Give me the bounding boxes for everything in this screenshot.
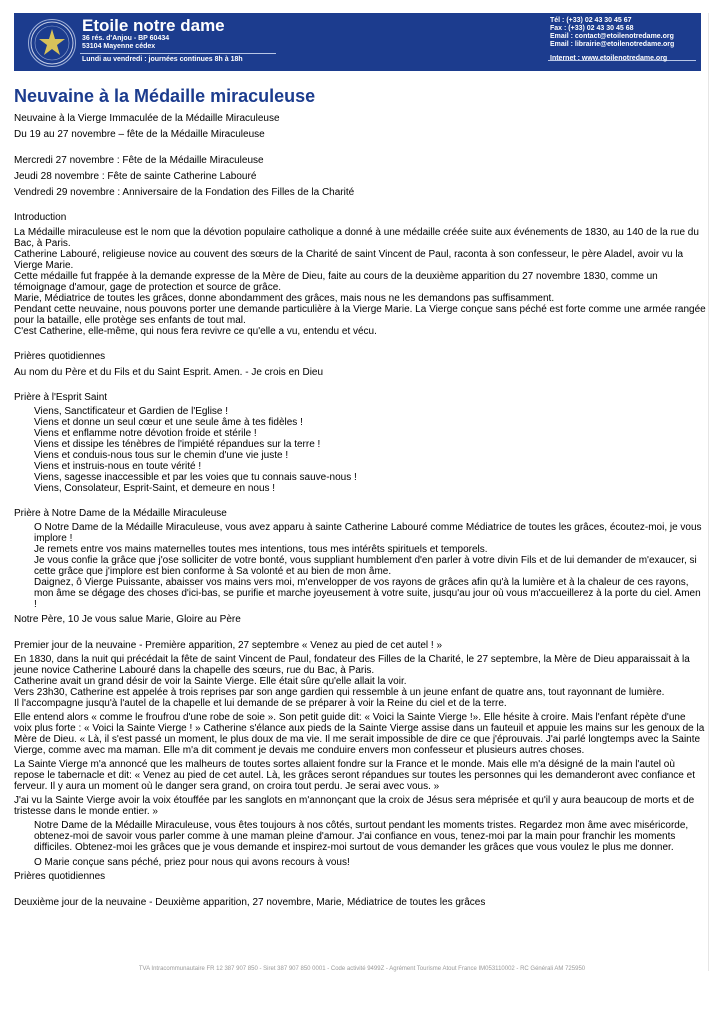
section-heading: Prière à l'Esprit Saint: [14, 392, 108, 403]
logo: [28, 19, 76, 67]
paragraph: Elle entend alors « comme le froufrou d'une robe de soie ». Son petit guide dit: « Voici la Sainte Vierge !». Elle hésite à croire. Mais l'enfant répète d'une voix plus forte : « Voici la Sainte Vierge ! » Catherine s'élance aux pieds de la Sainte Vierge assise dans un fauteuil et appuie les mains sur les genoux de la Mère de Dieu. « Là, il s'est passé un moment, le plus doux de ma vie. Il me serait impossible de dire ce que j'éprouvais. J'ai parlé longtemps avec la Sainte Vierge, comme avec ma maman. Elle m'a dit comment je devais me conduire envers mon confesseur et plusieurs autres choses.: [14, 712, 705, 756]
day1-section: [14, 654, 706, 709]
section-heading: Premier jour de la neuvaine - Première apparition, 27 septembre « Venez au pied de cet autel ! »: [14, 640, 443, 651]
section-heading: Prières quotidiennes: [14, 871, 106, 882]
prayer-line: Viens et dissipe les ténèbres de l'impiété répandues sur la terre !: [34, 439, 321, 450]
date-line: Jeudi 28 novembre : Fête de sainte Catherine Labouré: [14, 171, 257, 182]
document-body: [14, 84, 706, 908]
section-heading: Deuxième jour de la neuvaine - Deuxième apparition, 27 novembre, Marie, Médiatrice de toutes les grâces: [14, 897, 486, 908]
paragraph: J'ai vu la Sainte Vierge avoir la voix étouffée par les sanglots en m'annonçant que la croix de Jésus sera méprisée et qu'il y aura beaucoup de morts et de tristesse dans le monde entier. »: [14, 795, 695, 817]
paragraph: Je vous confie la grâce que j'ose solliciter de votre bonté, vous suppliant humblement d'en parler à votre divin Fils et de lui demander de m'exaucer, si cette grâce que j'implore est bien conforme à Sa volonté et au bien de mon âme.: [34, 555, 697, 577]
paragraph: Il l'accompagne jusqu'à l'autel de la chapelle et lui demande de se préparer à voir la Reine du ciel et de la terre.: [14, 698, 507, 709]
notre-dame-prayer: [14, 522, 706, 610]
legal-footer: TVA Intracommunautaire FR 12 387 907 850 - Siret 387 907 850 0001 - Code activité 9499Z - Agrément Tourisme Atout France IM053110002 - RC Générali AM 725950: [138, 966, 586, 972]
paragraph: C'est Catherine, elle-même, qui nous fera revivre ce qu'elle a vu, entendu et vécu.: [14, 326, 377, 337]
paragraph: Cette médaille fut frappée à la demande expresse de la Mère de Dieu, faite au cours de la deuxième apparition du 27 novembre 1830, comme un témoignage d'amour, gage de protection et source de grâce.: [14, 271, 658, 293]
letterhead-banner: [14, 13, 701, 71]
star-logo-icon: [29, 20, 75, 66]
divider: [80, 53, 276, 54]
section-heading: Introduction: [14, 212, 67, 223]
paragraph: La Sainte Vierge m'a annoncé que les malheurs de toutes sortes allaient fondre sur la France et le monde. Mais elle m'a désigné de la main l'autel où repose le tabernacle et dit: « Venez au pied de cet autel. Là, les grâces seront répandues sur toutes les personnes qui les demanderont avec confiance et ferveur. Il y aura un moment où le danger sera grand, on croira tout perdu. Je serai avec vous. »: [14, 759, 695, 792]
feast-dates: [14, 155, 706, 198]
opening-hours: Lundi au vendredi : journées continues 8h à 18h: [82, 56, 243, 63]
paragraph: Catherine Labouré, religieuse novice au couvent des sœurs de la Charité de saint Vincent de Paul, raconta à son confesseur, le père Aladel, avoir vu la Vierge Marie.: [14, 249, 684, 271]
section-heading: Prières quotidiennes: [14, 351, 106, 362]
prayer-line: Viens, Consolateur, Esprit-Saint, et demeure en nous !: [34, 483, 276, 494]
paragraph: O Marie conçue sans péché, priez pour nous qui avons recours à vous!: [34, 857, 350, 868]
org-name: Etoile notre dame: [82, 16, 225, 35]
day1-prayer: [14, 820, 706, 868]
page-edge: [708, 13, 709, 971]
prayer-line: Viens et enflamme notre dévotion froide et stérile !: [34, 428, 257, 439]
prayer-line: Viens, Sanctificateur et Gardien de l'Eglise !: [34, 406, 229, 417]
date-line: Vendredi 29 novembre : Anniversaire de la Fondation des Filles de la Charité: [14, 187, 355, 198]
document-title: Neuvaine à la Médaille miraculeuse: [14, 86, 316, 106]
paragraph: Notre Dame de la Médaille Miraculeuse, vous êtes toujours à nos côtés, surtout pendant les moments tristes. Regardez mon âme avec miséricorde, obtenez-moi de savoir vous parler comme à une maman pleine d'amour. J'ai confiance en vous, tenez-moi par la main pour franchir les moments difficiles. Obtenez-moi les grâces que je vous demande et inspirez-moi surtout de vous demander les grâces que vous voulez le plus me donner.: [34, 820, 689, 853]
paragraph: Vers 23h30, Catherine est appelée à trois reprises par son ange gardien qui ressemble à un jeune enfant de quatre ans, tout rayonnant de lumière.: [14, 687, 665, 698]
section-heading: Prière à Notre Dame de la Médaille Miraculeuse: [14, 508, 227, 519]
paragraph: En 1830, dans la nuit qui précédait la fête de saint Vincent de Paul, fondateur des Filles de la Charité, le 27 septembre, la Mère de Dieu apparaissait à la jeune novice Catherine Labouré dans la chapelle des sœurs, rue du Bac, à Paris.: [14, 654, 690, 676]
email-librairie[interactable]: Email : librairie@etoilenotredame.org: [550, 41, 675, 48]
website-link[interactable]: Internet : www.etoilenotredame.org: [550, 55, 668, 62]
paragraph: O Notre Dame de la Médaille Miraculeuse, vous avez apparu à sainte Catherine Labouré comme Médiatrice de toutes les grâces, écoutez-moi, je vous implore !: [34, 522, 702, 544]
subtitle: Du 19 au 27 novembre – fête de la Médaille Miraculeuse: [14, 129, 265, 140]
paragraph: Notre Père, 10 Je vous salue Marie, Gloire au Père: [14, 614, 241, 625]
paragraph: La Médaille miraculeuse est le nom que la dévotion populaire catholique a donné à une médaille créée suite aux événements de 1830, au 140 de la rue du Bac, à Paris.: [14, 227, 699, 249]
prayer-line: Viens et instruis-nous en toute vérité !: [34, 461, 202, 472]
date-line: Mercredi 27 novembre : Fête de la Médaille Miraculeuse: [14, 155, 264, 166]
paragraph: Marie, Médiatrice de toutes les grâces, donne abondamment des grâces, mais nous ne les demandons pas suffisamment.: [14, 293, 555, 304]
address-line-1: 36 rés. d'Anjou - BP 60434: [82, 35, 170, 42]
subtitle: Neuvaine à la Vierge Immaculée de la Médaille Miraculeuse: [14, 113, 280, 124]
paragraph: Catherine avait un grand désir de voir la Sainte Vierge. Elle était sûre qu'elle allait la voir.: [14, 676, 407, 687]
prayer-line: Viens et donne un seul cœur et une seule âme à tes fidèles !: [34, 417, 303, 428]
fax: Fax : (+33) 02 43 30 45 68: [550, 25, 634, 32]
email-contact[interactable]: Email : contact@etoilenotredame.org: [550, 33, 674, 40]
esprit-prayer: [14, 406, 706, 494]
prayer-line: Viens et conduis-nous tous sur le chemin d'une vie juste !: [34, 450, 289, 461]
prayer-line: Viens, sagesse inaccessible et par les voies que tu connais sauve-nous !: [34, 472, 357, 483]
paragraph: Je remets entre vos mains maternelles toutes mes intentions, tous mes intérêts spirituels et temporels.: [34, 544, 488, 555]
phone: Tél : (+33) 02 43 30 45 67: [550, 17, 632, 24]
paragraph: Pendant cette neuvaine, nous pouvons porter une demande particulière à la Vierge Marie. La Vierge conçue sans péché est forte comme une armée rangée pour la bataille, elle protège ses enfants de tout mal.: [14, 304, 706, 326]
intro-section: [14, 227, 706, 337]
address-line-2: 53104 Mayenne cédex: [82, 43, 156, 50]
paragraph: Daignez, ô Vierge Puissante, abaisser vos mains vers moi, m'envelopper de vos rayons de grâces afin qu'à la lumière et à la chaleur de ces rayons, mon âme se dégage des choses d'ici-bas, se purifie et marche joyeusement à votre suite, jusqu'au jour où vous m'accueillerez à la porte du ciel. Amen !: [34, 577, 701, 610]
paragraph: Au nom du Père et du Fils et du Saint Esprit. Amen. - Je crois en Dieu: [14, 367, 324, 378]
